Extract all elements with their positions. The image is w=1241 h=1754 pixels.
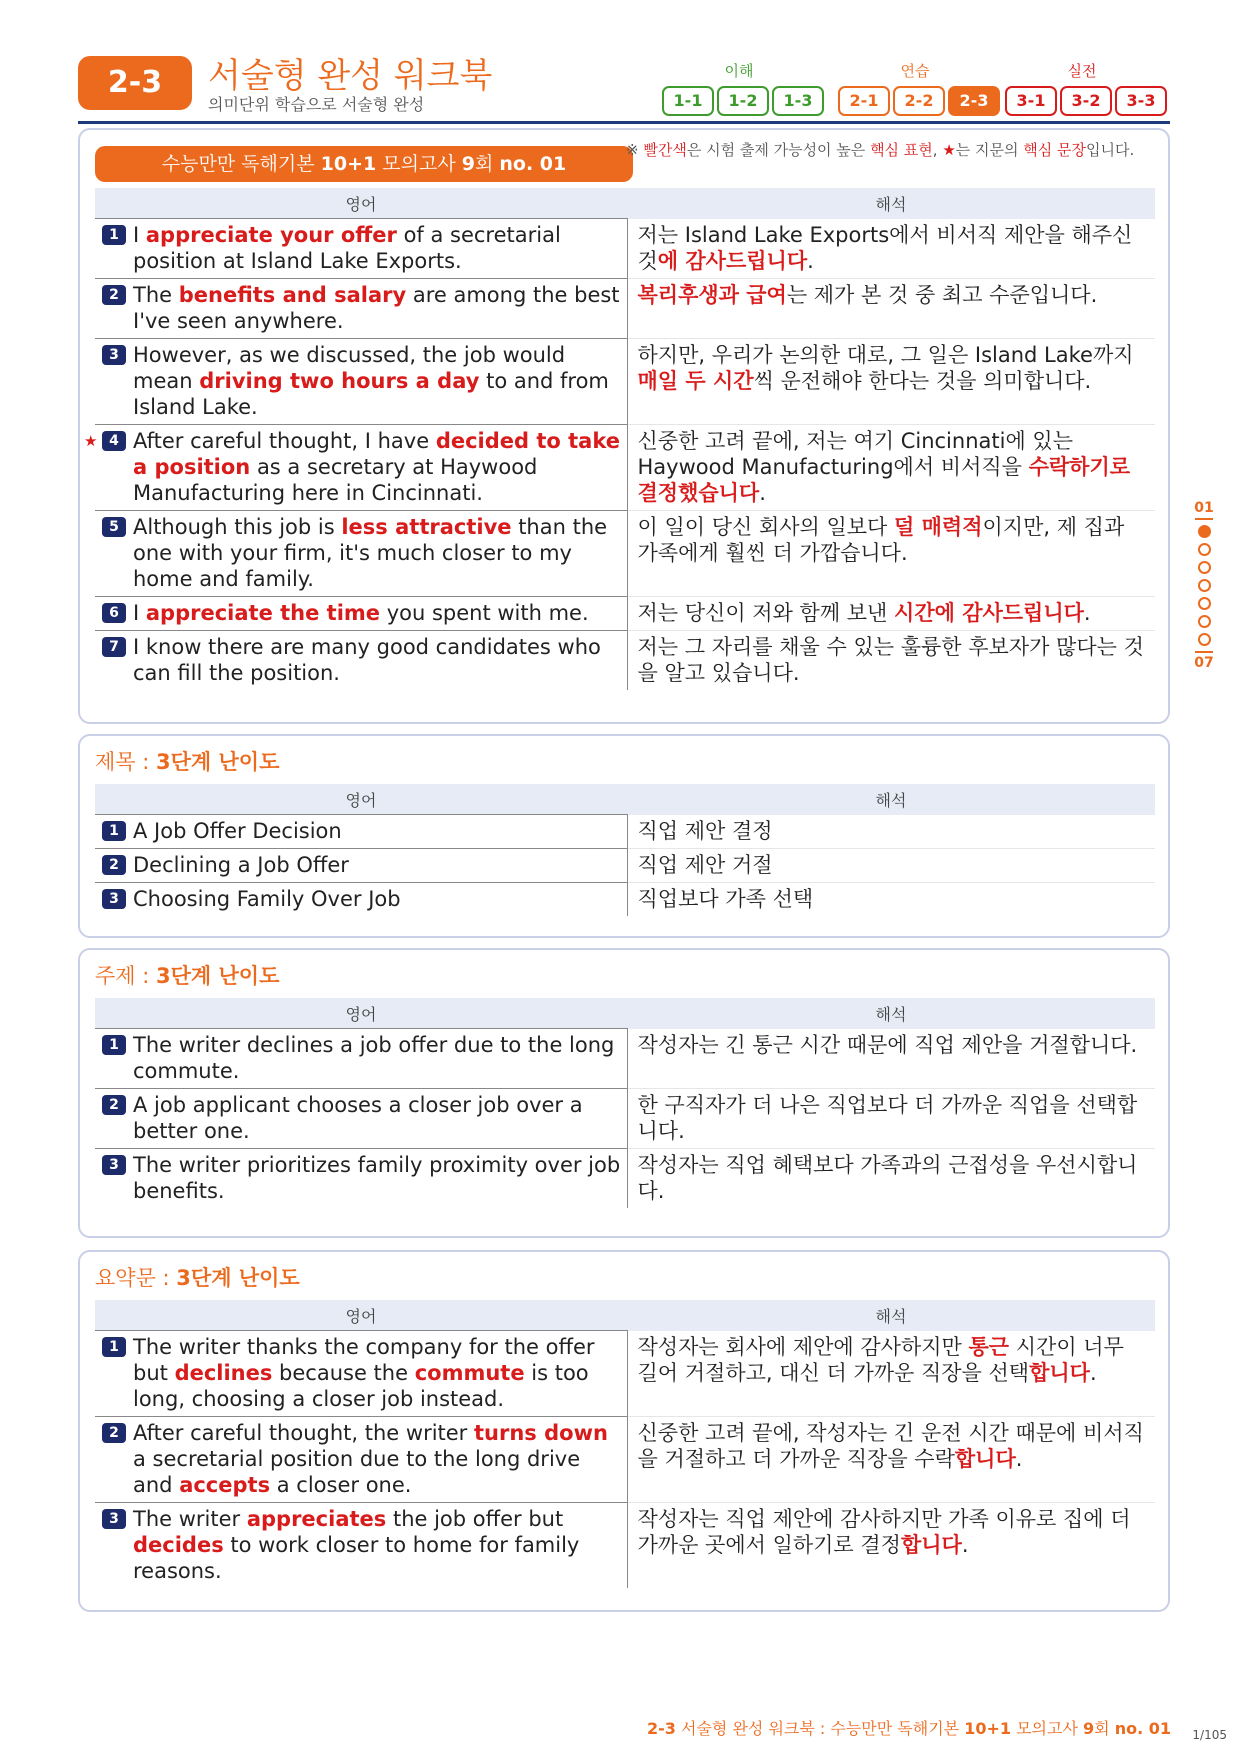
page-dot[interactable] [1198, 561, 1211, 574]
korean-cell [627, 883, 1155, 917]
korean-cell [627, 279, 1155, 339]
level-label-real: 실전 [1067, 62, 1097, 80]
text-run: than the one with your firm, it's much closer to my home and family. [133, 515, 608, 591]
theme-rows [95, 1029, 1155, 1209]
english-cell [84, 425, 627, 511]
text-run: 하지만, 우리가 논의한 대로, 그 일은 Island Lake까지 [637, 343, 1134, 367]
text-run: 직업보다 가족 선택 [637, 887, 814, 911]
level-group-understand [662, 86, 824, 116]
korean-cell [627, 1417, 1155, 1503]
text-run: are among the best I've seen anywhere. [133, 283, 620, 333]
level-button-1-2[interactable]: 1-2 [717, 86, 769, 116]
text-run: 저는 그 자리를 채울 수 있는 훌륭한 후보자가 많다는 것을 알고 있습니다. [637, 635, 1144, 685]
text-run: to and from Island Lake. [133, 369, 609, 419]
table-row [95, 339, 1155, 425]
text-run: . [1083, 601, 1091, 625]
text-run: Declining a Job Offer [133, 853, 349, 877]
sentence-number: 4 [102, 431, 126, 451]
text-run: of a secretarial position at Island Lake Exports. [133, 223, 561, 273]
text-run: 이지만, 제 집과 가족에게 훨씬 더 가깝습니다. [637, 515, 1125, 565]
key-expression: appreciate your offer [145, 223, 397, 247]
sentence-number: 6 [102, 603, 126, 623]
level-button-2-1[interactable]: 2-1 [838, 86, 890, 116]
side-nav-line [1195, 651, 1213, 653]
key-expression: declines [174, 1361, 273, 1385]
english-cell [95, 1331, 627, 1417]
key-expression: 통근 [968, 1334, 1010, 1359]
text-run: Choosing Family Over Job [133, 887, 401, 911]
passage-section [78, 128, 1170, 724]
legend-note: ※ 빨간색은 시험 출제 가능성이 높은 핵심 표현, ★는 지문의 핵심 문장입니다. [626, 141, 1135, 159]
side-nav-line [1195, 518, 1213, 520]
key-expression: 매일 두 시간 [637, 369, 754, 393]
sentence-number: 2 [102, 285, 126, 305]
summary-table [95, 1300, 1155, 1588]
level-label-practice: 연습 [900, 62, 930, 80]
text-run: 신중한 고려 끝에, 작성자는 긴 운전 시간 때문에 비서직을 거절하고 더 가까운 직장을 수락 [637, 1421, 1144, 1471]
korean-cell [627, 597, 1155, 631]
text-run: The writer thanks the company for the offer but [133, 1335, 595, 1385]
text-run: a secretarial position due to the long drive and [133, 1447, 581, 1497]
table-row [95, 279, 1155, 339]
text-run: The [133, 283, 179, 307]
column-header-english: 영어 [95, 998, 627, 1029]
page-number: 1/105 [1192, 1728, 1227, 1742]
text-run: However, as we discussed, the job would mean [133, 343, 566, 393]
text-run: . [1015, 1447, 1023, 1471]
text-run: because the [272, 1361, 415, 1385]
key-expression: turns down [474, 1421, 608, 1445]
level-button-3-1[interactable]: 3-1 [1005, 86, 1057, 116]
page-dot[interactable] [1198, 633, 1211, 646]
text-run: I [133, 223, 146, 247]
text-run: . [759, 481, 766, 505]
key-expression: commute [414, 1361, 525, 1385]
table-row [95, 849, 1155, 883]
text-run: 직업 제안 결정 [637, 818, 773, 843]
column-header-english: 영어 [95, 1300, 627, 1331]
korean-cell [627, 815, 1155, 849]
korean-cell [627, 511, 1155, 597]
sentence-number: 3 [102, 1155, 126, 1175]
korean-cell [627, 219, 1155, 279]
summary-section [78, 1250, 1170, 1612]
page-title: 서술형 완성 워크북 [208, 56, 493, 96]
english-cell [95, 1417, 627, 1503]
english-cell [95, 883, 627, 917]
korean-cell [627, 1503, 1155, 1589]
level-button-2-3[interactable]: 2-3 [948, 86, 1000, 116]
text-run: 저는 Island Lake Exports에서 비서직 제안을 해주신 것 [637, 222, 1133, 273]
column-header-korean: 해석 [627, 784, 1155, 815]
text-run: 시간이 너무 길어 거절하고, 대신 더 가까운 직장을 선택 [637, 1334, 1124, 1385]
text-run: 작성자는 직업 제안에 감사하지만 가족 이유로 집에 더 가까운 곳에서 일하기로 결정 [637, 1507, 1131, 1557]
english-cell [95, 279, 627, 339]
text-run: 작성자는 직업 혜택보다 가족과의 근접성을 우선시합니다. [637, 1153, 1138, 1203]
text-run: . [807, 248, 814, 273]
title-table [95, 784, 1155, 916]
table-row [95, 631, 1155, 691]
key-expression: 에 감사드립니다 [657, 248, 808, 273]
text-run: The writer prioritizes family proximity over job benefits. [133, 1153, 621, 1203]
text-run: After careful thought, the writer [133, 1421, 474, 1445]
korean-cell [627, 1331, 1155, 1417]
korean-cell [627, 631, 1155, 691]
passage-table [84, 188, 1155, 690]
text-run: . [961, 1533, 969, 1557]
korean-cell [627, 849, 1155, 883]
sentence-number: 3 [102, 345, 126, 365]
text-run: The writer declines a job offer due to the long commute. [133, 1033, 615, 1083]
english-cell [95, 849, 627, 883]
passage-rows [84, 219, 1155, 691]
table-row [95, 1089, 1155, 1149]
page-dot[interactable] [1198, 615, 1211, 628]
header-divider [78, 121, 1170, 124]
text-run: The writer [133, 1507, 247, 1531]
level-button-2-2[interactable]: 2-2 [893, 86, 945, 116]
page-dot[interactable] [1198, 579, 1211, 592]
sentence-number: 3 [102, 889, 126, 909]
sentence-number: 2 [102, 1423, 126, 1443]
key-expression: 합니다 [954, 1447, 1016, 1471]
side-nav-dots [1192, 525, 1216, 646]
text-run: Although this job is [133, 515, 342, 539]
table-row [95, 1149, 1155, 1209]
table-row [95, 219, 1155, 279]
text-run: After careful thought, I have [133, 429, 436, 453]
korean-cell [627, 339, 1155, 425]
key-expression: benefits and salary [178, 283, 407, 307]
korean-cell [627, 1029, 1155, 1089]
summary-section-heading: 요약문 : 3단계 난이도 [95, 1266, 300, 1290]
level-label-understand: 이해 [724, 62, 754, 80]
english-cell [95, 597, 627, 631]
sentence-number: 1 [102, 1337, 126, 1357]
page-dot[interactable] [1198, 525, 1211, 538]
english-cell [95, 1089, 627, 1149]
text-run: the job offer but [386, 1507, 564, 1531]
key-expression: driving two hours a day [199, 369, 480, 393]
key-expression: appreciate the time [145, 601, 381, 625]
table-row [95, 1331, 1155, 1417]
side-page-nav [1192, 500, 1216, 671]
sentence-number: 3 [102, 1509, 126, 1529]
english-cell [95, 339, 627, 425]
text-run: I [133, 601, 146, 625]
english-cell [95, 815, 627, 849]
sentence-number: 7 [102, 637, 126, 657]
text-run: 작성자는 회사에 제안에 감사하지만 [637, 1334, 969, 1359]
theme-section-heading: 주제 : 3단계 난이도 [95, 964, 280, 988]
page-subtitle: 의미단위 학습으로 서술형 완성 [208, 95, 425, 114]
text-run: 직업 제안 거절 [637, 853, 773, 877]
level-button-1-1[interactable]: 1-1 [662, 86, 714, 116]
text-run: 씩 운전해야 한다는 것을 의미합니다. [753, 369, 1092, 393]
table-row [95, 815, 1155, 849]
text-run: to work closer to home for family reasons. [133, 1533, 580, 1583]
sentence-number: 2 [102, 1095, 126, 1115]
key-expression: 합니다 [1029, 1360, 1090, 1385]
korean-cell [627, 1149, 1155, 1209]
table-row [95, 1417, 1155, 1503]
table-row [95, 597, 1155, 631]
key-expression: appreciates [246, 1507, 387, 1531]
key-expression: 복리후생과 급여 [637, 283, 787, 307]
english-cell [95, 1149, 627, 1209]
key-expression: 덜 매력적 [894, 515, 983, 539]
sentence-number: 2 [102, 855, 126, 875]
english-cell [95, 1503, 627, 1589]
text-run: you spent with me. [380, 601, 589, 625]
key-expression: accepts [179, 1473, 271, 1497]
side-nav-first: 01 [1194, 500, 1214, 516]
text-run: 이 일이 당신 회사의 일보다 [637, 515, 895, 539]
key-expression: less attractive [341, 515, 512, 539]
sentence-number: 1 [102, 821, 126, 841]
title-section-heading: 제목 : 3단계 난이도 [95, 750, 280, 774]
table-row [95, 1029, 1155, 1089]
text-run: I know there are many good candidates who can fill the position. [133, 635, 601, 685]
page-dot[interactable] [1198, 543, 1211, 556]
table-row [95, 425, 1155, 511]
text-run: as a secretary at Haywood Manufacturing here in Cincinnati. [133, 455, 538, 505]
text-run: 저는 당신이 저와 함께 보낸 [637, 601, 895, 625]
table-row [95, 883, 1155, 917]
footer-source: 2-3 서술형 완성 워크북 : 수능만만 독해기본 10+1 모의고사 9회 no. 01 [647, 1719, 1171, 1738]
key-expression: decides [133, 1533, 224, 1557]
title-section [78, 734, 1170, 938]
text-run: is too long, choosing a closer job instead. [133, 1361, 589, 1411]
table-row [95, 511, 1155, 597]
chapter-badge: 2-3 [78, 56, 192, 110]
column-header-korean: 해석 [627, 1300, 1155, 1331]
english-cell [95, 219, 627, 279]
text-run: 작성자는 긴 통근 시간 때문에 직업 제안을 거절합니다. [637, 1032, 1138, 1057]
english-cell [95, 511, 627, 597]
key-expression: 수락하기로 결정했습니다 [637, 455, 1131, 505]
key-expression: decided to take a position [133, 429, 620, 479]
english-cell [95, 631, 627, 691]
korean-cell [627, 1089, 1155, 1149]
korean-cell [627, 425, 1155, 511]
table-row [95, 1503, 1155, 1589]
text-run: a closer one. [270, 1473, 412, 1497]
summary-rows [95, 1331, 1155, 1589]
english-cell [95, 1029, 627, 1089]
theme-section [78, 948, 1170, 1238]
page-dot[interactable] [1198, 597, 1211, 610]
level-button-3-2[interactable]: 3-2 [1060, 86, 1112, 116]
key-expression: 합니다 [900, 1533, 962, 1557]
text-run: A Job Offer Decision [133, 819, 342, 843]
key-sentence-star-icon: ★ [84, 432, 98, 450]
text-run: 한 구직자가 더 나은 직업보다 더 가까운 직업을 선택합니다. [637, 1093, 1138, 1143]
text-run: 는 제가 본 것 중 최고 수준입니다. [786, 283, 1098, 307]
sentence-number: 1 [102, 1035, 126, 1055]
key-expression: 시간에 감사드립니다 [894, 601, 1084, 625]
column-header-english: 영어 [95, 188, 627, 219]
column-header-korean: 해석 [627, 998, 1155, 1029]
side-nav-last: 07 [1194, 655, 1214, 671]
title-rows [95, 815, 1155, 917]
text-run: . [1089, 1360, 1097, 1385]
sentence-number: 5 [102, 517, 126, 537]
level-group-real [1005, 86, 1167, 116]
level-group-practice [838, 86, 1000, 116]
level-button-3-3[interactable]: 3-3 [1115, 86, 1167, 116]
text-run: 신중한 고려 끝에, 저는 여기 Cincinnati에 있는 Haywood Manufacturing에서 비서직을 [637, 429, 1073, 479]
level-button-1-3[interactable]: 1-3 [772, 86, 824, 116]
text-run: A job applicant chooses a closer job over a better one. [133, 1093, 583, 1143]
theme-table [95, 998, 1155, 1208]
sentence-number: 1 [102, 225, 126, 245]
column-header-korean: 해석 [627, 188, 1155, 219]
column-header-english: 영어 [95, 784, 627, 815]
source-tag: 수능만만 독해기본 10+1 모의고사 9회 no. 01 [95, 146, 633, 182]
